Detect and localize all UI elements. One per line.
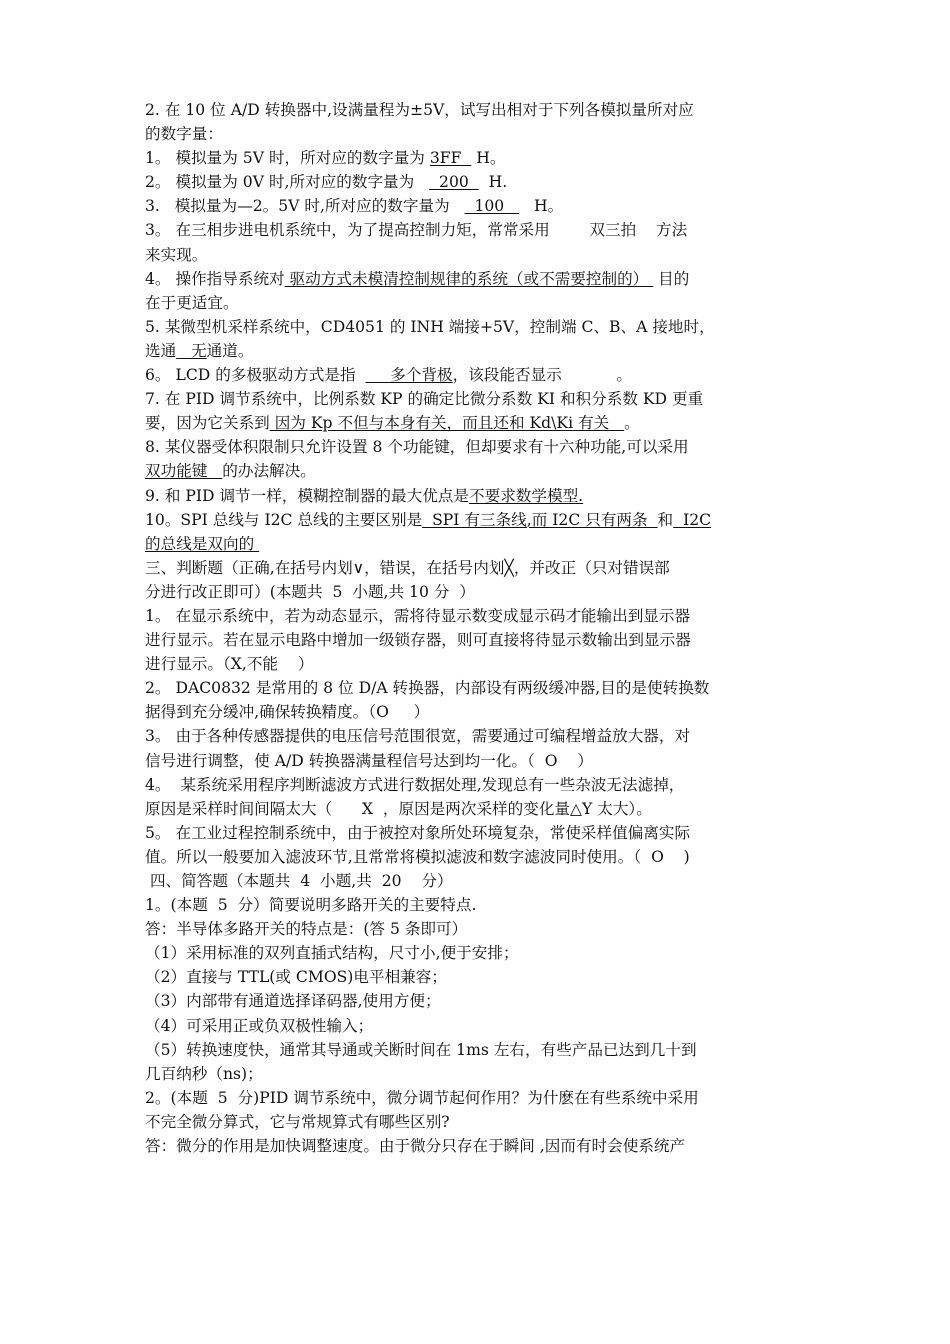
text-line — [145, 724, 810, 748]
text-line — [145, 98, 810, 122]
underlined-answer: 100 — [464, 197, 520, 216]
text-segment: 2. 在 10 位 A/D 转换器中,设满量程为±5V，试写出相对于下列各模拟量所对应 — [145, 101, 694, 119]
text-line — [145, 291, 810, 315]
text-segment: 8. 某仪器受体积限制只允许设置 8 个功能键，但却要求有十六种功能,可以采用 — [145, 438, 689, 457]
text-segment: 7. 在 PID 调节系统中，比例系数 KP 的确定比微分系数 KI 和积分系数 KD 更重 — [145, 390, 704, 409]
text-segment: 进行显示。若在显示电路中增加一级锁存器，则可直接将待显示数输出到显示器 — [145, 631, 691, 650]
text-segment: 三、判断题（正确,在括号内划∨，错误，在括号内划╳，并改正（只对错误部 — [145, 558, 670, 577]
text-line — [145, 1062, 810, 1086]
text-segment: 和 — [657, 510, 674, 529]
text-segment: 原因是采样时间间隔太大（ X ，原因是两次采样的变化量△Y 太大）。 — [145, 799, 652, 818]
underlined-answer: 双功能键 — [145, 462, 223, 481]
underlined-answer: 200 — [429, 173, 479, 192]
text-line — [145, 1110, 810, 1134]
text-segment: 5。 在工业过程控制系统中，由于被控对象所处环境复杂，常使采样值偏离实际 — [145, 823, 691, 842]
text-segment: 1。(本题 5 分）简要说明多路开关的主要特点. — [145, 896, 477, 915]
text-line — [145, 1134, 810, 1158]
text-line — [145, 1014, 810, 1038]
text-segment: ，该段能否显示 。 — [452, 366, 632, 385]
text-segment: 6。 LCD 的多极驱动方式是指 — [145, 366, 366, 385]
text-segment: （2）直接与 TTL(或 CMOS)电平相兼容； — [145, 968, 447, 987]
text-line — [145, 1038, 810, 1062]
text-segment: 3。 由于各种传感器提供的电压信号范围很宽，需要通过可编程增益放大器，对 — [145, 727, 691, 746]
text-segment: 四、简答题（本题共 4 小题,共 20 分） — [145, 872, 453, 890]
text-line — [145, 387, 810, 411]
text-segment: 3。 在三相步进电机系统中，为了提高控制力矩，常常采用 双三拍 方法 — [145, 221, 688, 240]
text-line — [145, 363, 810, 387]
text-segment: （5）转换速度快，通常其导通或关断时间在 1ms 左右，有些产品已达到几十到 — [145, 1040, 697, 1059]
text-segment: 来实现。 — [145, 245, 208, 264]
text-line — [145, 628, 810, 652]
text-segment: 2。 DAC0832 是常用的 8 位 D/A 转换器，内部设有两级缓冲器,目的是使转换数 — [145, 679, 710, 698]
text-segment: 据得到充分缓冲,确保转换精度。（O ） — [145, 703, 430, 722]
text-segment: 几百纳秒（ns)； — [145, 1064, 263, 1083]
underlined-answer: 无 — [176, 341, 207, 360]
text-line — [145, 1086, 810, 1110]
text-line — [145, 267, 810, 291]
text-segment: 目的 — [653, 269, 690, 288]
text-line — [145, 893, 810, 917]
text-segment: 1。 在显示系统中，若为动态显示，需将待显示数变成显示码才能输出到显示器 — [145, 606, 691, 625]
text-line — [145, 315, 810, 339]
document-body — [145, 98, 810, 1158]
text-segment: 10。SPI 总线与 I2C 总线的主要区别是 — [145, 510, 423, 529]
text-line — [145, 869, 810, 893]
text-line — [145, 821, 810, 845]
text-line — [145, 532, 810, 556]
text-line — [145, 122, 810, 146]
text-line — [145, 243, 810, 267]
text-line — [145, 170, 810, 194]
text-line — [145, 580, 810, 604]
text-segment: 通道。 — [206, 341, 254, 360]
text-line — [145, 411, 810, 435]
text-segment: 分进行改正即可）(本题共 5 小题,共 10 分 ） — [145, 582, 475, 601]
text-line — [145, 965, 810, 989]
text-line — [145, 773, 810, 797]
text-segment: 3. 模拟量为—2。5V 时,所对应的数字量为 — [145, 197, 465, 216]
text-line — [145, 749, 810, 773]
text-segment: H。 — [471, 149, 506, 168]
text-line — [145, 676, 810, 700]
underlined-answer: 不要求数学模型. — [469, 486, 584, 505]
text-segment: H. — [478, 173, 508, 192]
text-segment: 9. 和 PID 调节一样，模糊控制器的最大优点是 — [145, 486, 469, 505]
text-segment: 要，因为它关系到 — [145, 414, 270, 433]
underlined-answer: 3FF — [429, 149, 472, 168]
text-line — [145, 508, 810, 532]
text-segment: 4。 操作指导系统对 — [145, 269, 285, 288]
underlined-answer: 多个背极 — [365, 366, 453, 385]
text-segment: 2。 模拟量为 0V 时,所对应的数字量为 — [145, 173, 430, 192]
text-segment: 2。(本题 5 分)PID 调节系统中，微分调节起何作用？为什麽在有些系统中采用 — [145, 1088, 699, 1107]
text-line — [145, 941, 810, 965]
text-segment: 值。所以一般要加入滤波环节,且常常将模拟滤波和数字滤波同时使用。（ O ) — [145, 847, 690, 866]
text-line — [145, 218, 810, 242]
text-line — [145, 700, 810, 724]
text-segment: 在于更适宜。 — [145, 293, 239, 312]
text-line — [145, 797, 810, 821]
text-segment: 答：半导体多路开关的特点是：(答 5 条即可） — [145, 920, 468, 939]
text-line — [145, 459, 810, 483]
underlined-answer: 驱动方式未模清控制规律的系统（或不需要控制的） — [284, 269, 654, 288]
text-segment: H。 — [519, 197, 564, 216]
text-segment: 选通 — [145, 341, 177, 360]
text-segment: 不完全微分算式，它与常规算式有哪些区别? — [145, 1112, 450, 1131]
text-segment: 4。 某系统采用程序判断滤波方式进行数据处理,发现总有一些杂波无法滤掉， — [145, 775, 685, 794]
text-segment: 进行显示。（X,不能 ） — [145, 655, 314, 674]
text-segment: 5. 某微型机采样系统中，CD4051 的 INH 端接+5V，控制端 C、B、A 接地时， — [145, 317, 715, 336]
text-line — [145, 194, 810, 218]
text-line — [145, 917, 810, 941]
text-segment: 答：微分的作用是加快调整速度。由于微分只存在于瞬间 ,因而有时会使系统产 — [145, 1137, 686, 1156]
text-line — [145, 989, 810, 1013]
underlined-answer: 的总线是双向的 — [145, 534, 260, 553]
text-line — [145, 484, 810, 508]
text-line — [145, 435, 810, 459]
text-segment: 信号进行调整，使 A/D 转换器满量程信号达到均一化。（ O ） — [145, 751, 593, 770]
text-line — [145, 339, 810, 363]
underlined-answer: SPI 有三条线,而 I2C 只有两条 — [422, 510, 658, 529]
text-line — [145, 556, 810, 580]
text-segment: 。 — [624, 414, 640, 433]
text-segment: （1）采用标准的双列直插式结构，尺寸小,便于安排； — [145, 944, 519, 963]
text-line — [145, 146, 810, 170]
text-line — [145, 652, 810, 676]
text-segment: （4）可采用正或负双极性输入； — [145, 1016, 374, 1035]
underlined-answer: I2C — [673, 510, 712, 529]
text-segment: 的办法解决。 — [222, 462, 316, 481]
text-line — [145, 845, 810, 869]
text-segment: 的数字量： — [145, 125, 223, 144]
text-segment: （3）内部带有通道选择译码器,使用方便； — [145, 992, 441, 1011]
text-line — [145, 604, 810, 628]
text-segment: 1。 模拟量为 5V 时，所对应的数字量为 — [145, 149, 430, 168]
underlined-answer: 因为 Kp 不但与本身有关，而且还和 Kd\Ki 有关 — [269, 414, 625, 433]
